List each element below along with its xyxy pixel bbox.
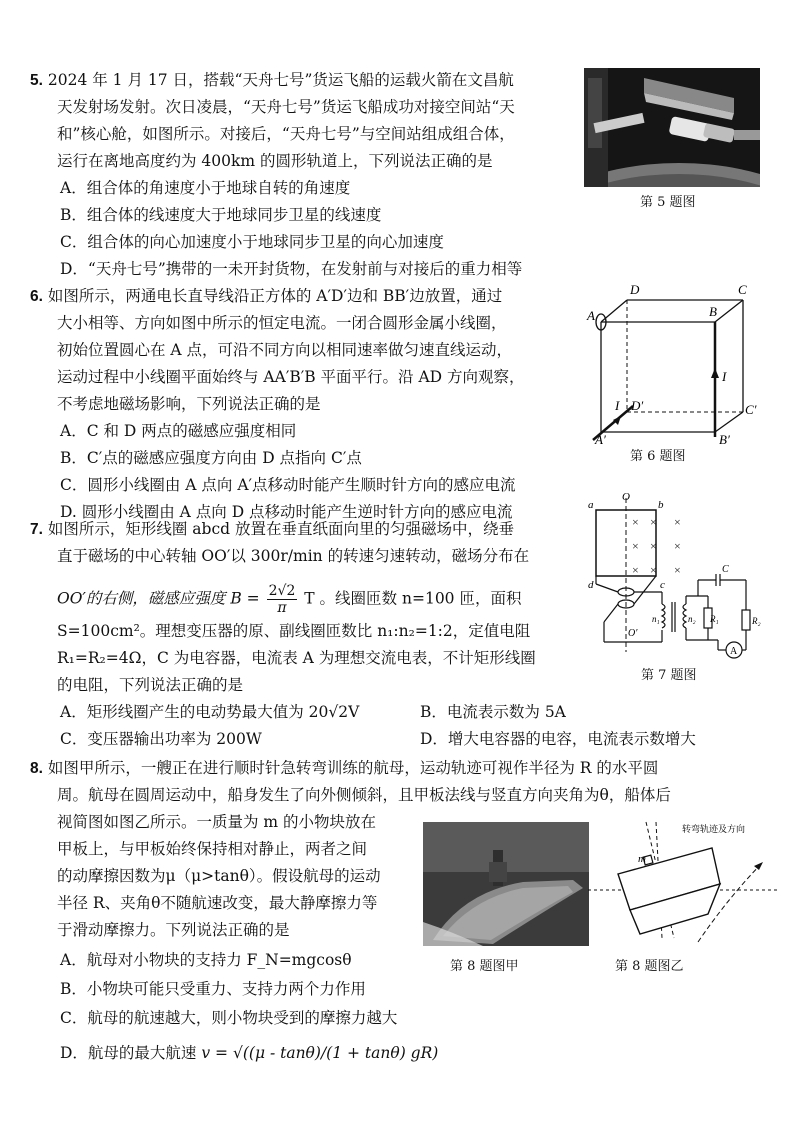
label-a-prime: A′ [595,432,606,447]
svg-text:×: × [650,515,657,529]
label-c-prime: C′ [745,402,757,417]
option-c: C．航母的航速越大，则小物块受到的摩擦力越大 [60,1009,398,1027]
question-text: 如图所示，两通电长直导线沿正方体的 A′D′边和 BB′边放置，通过 [47,287,503,305]
trajectory-label: 转弯轨迹及方向 [682,824,746,834]
question-number: 8. [30,760,43,777]
label-current-i: I [722,369,727,384]
option-a: A．航母对小物块的支持力 F_N=mgcosθ [60,951,352,969]
question-text: 周。航母在圆周运动中，船身发生了向外侧倾斜，且甲板法线与竖直方向夹角为θ，船体后 [57,786,671,804]
option-a: A．C 和 D 两点的磁感应强度相同 [60,422,297,440]
question-number: 7. [30,521,43,538]
label-n1: n₁ [652,614,660,624]
question-text: 直于磁场的中心转轴 OO′以 300r/min 的转速匀速转动，磁场分布在 [57,547,530,565]
svg-text:×: × [632,539,639,553]
question-text: 的动摩擦因数为μ（μ>tanθ）。假设航母的运动 [57,867,381,885]
svg-text:×: × [632,563,639,577]
option-b: B．小物块可能只受重力、支持力两个力作用 [60,980,366,998]
label-c: c [660,579,665,591]
question-text: OO′的右侧，磁感应强度 B = [57,589,260,608]
label-o: O [622,492,630,503]
label-a: a [588,499,594,511]
label-m: m [638,853,646,865]
label-o-prime: O′ [628,628,638,639]
label-c: C [738,282,747,297]
fraction [267,583,298,616]
fraction-denominator: π [277,600,287,616]
option-b: B．C′点的磁感应强度方向由 D 点指向 C′点 [60,449,362,467]
question-text: R₁=R₂=4Ω，C 为电容器，电流表 A 为理想交流电表，不计矩形线圈 [57,649,536,667]
svg-text:×: × [674,515,681,529]
figure-caption: 第 7 题图 [641,668,697,683]
aircraft-carrier-photo [423,822,589,946]
question-text: 不考虑地磁场影响，下列说法正确的是 [57,395,321,413]
svg-text:×: × [674,563,681,577]
question-text: 初始位置圆心在 A 点，可沿不同方向以相同速率做匀速直线运动， [57,341,513,359]
figure-caption: 第 8 题图乙 [615,959,684,974]
question-text: 甲板上，与甲板始终保持相对静止，两者之间 [57,840,368,858]
option-c: C．变压器输出功率为 200W [60,730,262,748]
question-number: 6. [30,288,43,305]
figure-caption: 第 8 题图甲 [450,959,519,974]
question-text: 运动过程中小线圈平面始终与 AA′B′B 平面平行。沿 AD 方向观察， [57,368,525,386]
label-r1: R₁ [710,614,719,624]
question-text: 如图所示，矩形线圈 abcd 放置在垂直纸面向里的匀强磁场中，绕垂 [47,520,514,538]
ammeter-label: A [730,646,738,657]
label-b-prime: B′ [719,432,730,447]
carrier-tilt-diagram [588,818,778,958]
question-text: 的电阻，下列说法正确的是 [57,676,244,694]
question-text: 2024 年 1 月 17 日，搭载“天舟七号”货运飞船的运载火箭在文昌航 [47,71,514,89]
question-text: 半径 R、夹角θ不随航速改变，最大静摩擦力等 [57,894,378,912]
question-text: 大小相等、方向如图中所示的恒定电流。一闭合圆形金属小线圈， [57,314,507,332]
question-text: S=100cm²。理想变压器的原、副线圈匝数比 n₁:n₂=1:2，定值电阻 [57,622,531,640]
question-text: 天发射场发射。次日凌晨，“天舟七号”货运飞船成功对接空间站“天 [57,98,515,116]
option-c: C．组合体的向心加速度小于地球同步卫星的向心加速度 [60,233,444,251]
label-n2: n₂ [688,614,696,624]
label-capacitor: C [722,564,729,575]
svg-text:×: × [650,563,657,577]
fraction-numerator: 2√2 [268,583,296,599]
option-b: B．组合体的线速度大于地球同步卫星的线速度 [60,206,382,224]
option-a: A．组合体的角速度小于地球自转的角速度 [60,179,351,197]
svg-text:×: × [650,539,657,553]
svg-text:×: × [632,515,639,529]
label-a: A [587,308,595,323]
label-d-prime: D′ [631,398,644,413]
question-text: 于滑动摩擦力。下列说法正确的是 [57,921,290,939]
svg-text:×: × [674,539,681,553]
coil-transformer-diagram [588,492,768,662]
question-text: 和”核心舱，如图所示。对接后，“天舟七号”与空间站组成组合体， [57,125,515,143]
label-b: B [709,304,717,319]
question-text: 运行在离地高度约为 400km 的圆形轨道上，下列说法正确的是 [57,152,493,170]
label-r2: R₂ [752,616,761,626]
figure-caption: 第 6 题图 [630,449,686,464]
option-c: C．圆形小线圈由 A 点向 A′点移动时能产生顺时针方向的感应电流 [60,476,516,494]
question-number: 5. [30,72,43,89]
label-current-i: I [615,398,620,413]
figure-caption: 第 5 题图 [640,195,696,210]
question-text: 如图甲所示，一艘正在进行顺时针急转弯训练的航母，运动轨迹可视作半径为 R 的水平圆 [47,759,659,777]
label-d: d [588,579,594,591]
option-d: D．航母的最大航速 [60,1044,197,1062]
option-b: B．电流表示数为 5A [420,703,566,721]
space-station-photo [584,68,760,187]
cube-diagram [585,282,775,447]
question-text: T 。线圈匝数 n=100 匝，面积 [304,589,522,608]
label-b: b [658,499,664,511]
max-speed-formula: v = √((μ - tanθ)/(1 + tanθ) gR) [201,1044,439,1062]
option-d: D. 圆形小线圈由 A 点向 D 点移动时能产生逆时针方向的感应电流 [60,503,513,521]
option-d: D．增大电容器的电容，电流表示数增大 [420,730,696,748]
option-d: D．“天舟七号”携带的一未开封货物，在发射前与对接后的重力相等 [60,260,523,278]
question-text: 视简图如图乙所示。一质量为 m 的小物块放在 [57,813,377,831]
label-d: D [630,282,640,297]
option-a: A．矩形线圈产生的电动势最大值为 20√2V [60,703,360,721]
